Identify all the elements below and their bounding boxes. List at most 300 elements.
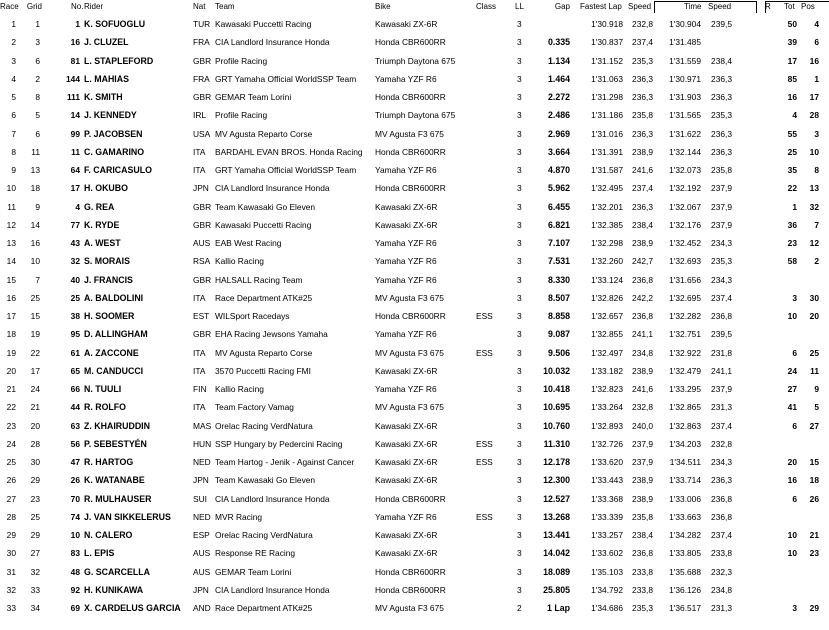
bike-name: Kawasaki ZX-6R (375, 201, 438, 212)
header-time: Time (684, 2, 702, 11)
rider-number: 99 (70, 128, 80, 139)
header-class: Class (476, 2, 497, 11)
speed2: 232,3 (711, 566, 732, 577)
speed2: 236,3 (711, 146, 732, 157)
total-points: 10 (787, 530, 797, 540)
rider-name: K. RYDE (84, 219, 120, 230)
team-name: GRT Yamaha Official WorldSSP Team (215, 165, 357, 175)
race-points (758, 307, 770, 325)
grid-pos: 30 (30, 457, 40, 467)
race-points (758, 417, 770, 435)
rider-name: J. FRANCIS (84, 274, 133, 285)
header-r: R (765, 2, 771, 11)
time-value: 1'31.565 (669, 110, 701, 121)
fastest-lap: 1'34.686 (591, 603, 623, 613)
championship-pos (804, 435, 819, 453)
gap-value: 25.805 (543, 584, 570, 595)
race-points (758, 143, 770, 161)
race-points (758, 106, 770, 124)
fastest-lap: 1'31.186 (591, 110, 623, 121)
laps-led: 3 (517, 420, 522, 431)
rider-name: R. MULHAUSER (84, 493, 152, 504)
nationality: IRL (193, 110, 207, 121)
speed: 236,3 (632, 201, 653, 212)
table-row (0, 70, 829, 88)
speed: 237,4 (632, 37, 653, 48)
laps-led: 3 (517, 493, 522, 504)
rider-name: N. CALERO (84, 530, 133, 540)
team-name: Kawasaki Puccetti Racing (215, 219, 312, 230)
championship-pos (804, 271, 819, 289)
class-label (476, 289, 501, 307)
fastest-lap: 1'35.103 (591, 566, 623, 577)
speed2: 236,3 (711, 475, 732, 486)
time-value: 1'32.192 (669, 183, 701, 194)
laps-led: 3 (517, 73, 522, 84)
rider-name: G. REA (84, 201, 115, 212)
grid-pos: 29 (30, 530, 40, 540)
race-points (758, 581, 770, 599)
class-label (476, 252, 501, 270)
gap-value: 13.441 (543, 530, 570, 540)
fastest-lap: 1'31.391 (591, 146, 623, 157)
speed2: 234,3 (711, 274, 732, 285)
total-points (776, 563, 797, 581)
championship-pos: 21 (809, 530, 819, 540)
total-points: 10 (787, 311, 797, 321)
race-pos: 24 (6, 438, 16, 449)
laps-led: 3 (517, 438, 522, 449)
grid-pos: 7 (35, 274, 40, 285)
grid-pos: 3 (35, 37, 40, 48)
race-points (758, 33, 770, 51)
team-name: CIA Landlord Insurance Honda (215, 183, 330, 194)
rider-name: L. EPIS (84, 548, 115, 559)
speed: 234,8 (632, 347, 653, 358)
class-label (476, 216, 501, 234)
fastest-lap: 1'32.298 (591, 238, 623, 248)
rider-name: R. HARTOG (84, 457, 134, 467)
session-box (654, 1, 757, 13)
fastest-lap: 1'32.893 (591, 420, 623, 431)
team-name: Race Department ATK#25 (215, 603, 313, 613)
grid-pos: 6 (35, 55, 40, 66)
class-label (476, 15, 501, 33)
bike-name: Yamaha YZF R6 (375, 256, 437, 267)
championship-pos: 25 (809, 347, 819, 358)
header-nat: Nat (193, 2, 206, 11)
rider-name: K. WATANABE (84, 475, 145, 486)
bike-name: Yamaha YZF R6 (375, 511, 437, 522)
speed: 232,8 (632, 402, 653, 413)
rider-name: F. CARICASULO (84, 165, 152, 175)
race-pos: 5 (11, 92, 16, 102)
championship-pos (804, 563, 819, 581)
class-label (476, 52, 501, 70)
laps-led: 3 (517, 311, 522, 321)
total-points: 1 (792, 201, 797, 212)
championship-box (765, 1, 829, 13)
class-label (476, 581, 501, 599)
time-value: 1'32.144 (669, 146, 701, 157)
team-name: Kallio Racing (215, 384, 264, 394)
grid-pos: 10 (30, 256, 40, 267)
gap-value: 6.821 (547, 219, 570, 230)
class-label: ESS (476, 347, 493, 358)
rider-number: 74 (70, 511, 80, 522)
rider-number: 4 (75, 201, 80, 212)
speed: 236,3 (632, 128, 653, 139)
bike-name: MV Agusta F3 675 (375, 402, 444, 413)
race-pos: 19 (6, 347, 16, 358)
championship-pos: 26 (809, 493, 819, 504)
championship-pos: 18 (809, 475, 819, 486)
rider-name: H. OKUBO (84, 183, 128, 194)
total-points: 23 (787, 238, 797, 248)
time-value: 1'34.511 (669, 457, 701, 467)
speed2: 234,8 (711, 584, 732, 595)
speed2: 241,1 (711, 365, 732, 376)
nationality: FRA (193, 37, 210, 48)
rider-name: J. KENNEDY (84, 110, 137, 121)
speed2: 237,4 (711, 420, 732, 431)
grid-pos: 2 (35, 73, 40, 84)
rider-number: 64 (70, 165, 80, 175)
bike-name: Kawasaki ZX-6R (375, 457, 438, 467)
bike-name: Kawasaki ZX-6R (375, 19, 438, 29)
laps-led: 3 (517, 219, 522, 230)
bike-name: Honda CBR600RR (375, 92, 446, 102)
speed2: 236,8 (711, 511, 732, 522)
speed: 238,9 (632, 146, 653, 157)
time-value: 1'32.863 (669, 420, 701, 431)
speed: 235,3 (632, 603, 653, 613)
race-pos: 27 (6, 493, 16, 504)
grid-pos: 8 (35, 92, 40, 102)
table-row (0, 289, 829, 307)
championship-pos: 2 (814, 256, 819, 267)
total-points: 20 (787, 457, 797, 467)
bike-name: MV Agusta F3 675 (375, 292, 444, 303)
header-race: Race (0, 2, 19, 11)
class-label (476, 526, 501, 544)
grid-pos: 24 (30, 384, 40, 394)
total-points: 85 (787, 73, 797, 84)
race-pos: 31 (6, 566, 16, 577)
speed: 241,6 (632, 165, 653, 175)
speed2: 237,9 (711, 183, 732, 194)
race-points (758, 526, 770, 544)
bike-name: Yamaha YZF R6 (375, 73, 437, 84)
header-fastest-lap: Fastest Lap (580, 2, 622, 11)
grid-pos: 15 (30, 311, 40, 321)
rider-number: 32 (70, 256, 80, 267)
nationality: JPN (193, 183, 209, 194)
table-row (0, 179, 829, 197)
rider-number: 40 (70, 274, 80, 285)
grid-pos: 28 (30, 438, 40, 449)
race-pos: 9 (11, 165, 16, 175)
fastest-lap: 1'32.823 (591, 384, 623, 394)
bike-name: Yamaha YZF R6 (375, 329, 437, 340)
speed2: 237,4 (711, 530, 732, 540)
time-value: 1'33.714 (669, 475, 701, 486)
table-row (0, 471, 829, 489)
grid-pos: 6 (35, 128, 40, 139)
race-points (758, 544, 770, 562)
speed: 236,8 (632, 311, 653, 321)
team-name: Kallio Racing (215, 256, 264, 267)
fastest-lap: 1'33.339 (591, 511, 623, 522)
bike-name: Kawasaki ZX-6R (375, 219, 438, 230)
fastest-lap: 1'31.152 (591, 55, 623, 66)
laps-led: 3 (517, 365, 522, 376)
fastest-lap: 1'31.298 (591, 92, 623, 102)
fastest-lap: 1'33.368 (591, 493, 623, 504)
race-pos: 6 (11, 110, 16, 121)
championship-pos: 30 (809, 292, 819, 303)
nationality: RSA (193, 256, 211, 267)
race-points (758, 88, 770, 106)
speed: 235,8 (632, 511, 653, 522)
team-name: GRT Yamaha Official WorldSSP Team (215, 73, 357, 84)
total-points: 6 (792, 420, 797, 431)
speed: 241,1 (632, 329, 653, 340)
gap-value: 0.335 (547, 37, 570, 48)
bike-name: Kawasaki ZX-6R (375, 438, 438, 449)
team-name: GEMAR Team Lorini (215, 566, 292, 577)
gap-value: 3.664 (547, 146, 570, 157)
total-points: 36 (787, 219, 797, 230)
fastest-lap: 1'30.918 (591, 19, 623, 29)
total-points: 39 (787, 37, 797, 48)
laps-led: 3 (517, 347, 522, 358)
gap-value: 5.962 (547, 183, 570, 194)
fastest-lap: 1'32.201 (591, 201, 623, 212)
class-label (476, 325, 501, 343)
nationality: NED (193, 457, 211, 467)
speed: 238,9 (632, 475, 653, 486)
time-value: 1'32.695 (669, 292, 701, 303)
championship-pos: 20 (809, 311, 819, 321)
rider-name: K. SOFUOGLU (84, 19, 146, 29)
speed2: 234,3 (711, 238, 732, 248)
rider-name: N. TUULI (84, 384, 122, 394)
total-points: 50 (787, 19, 797, 29)
rider-name: L. STAPLEFORD (84, 55, 154, 66)
race-pos: 4 (11, 73, 16, 84)
class-label (476, 417, 501, 435)
nationality: ITA (193, 292, 206, 303)
race-pos: 26 (6, 475, 16, 486)
total-points (776, 435, 797, 453)
rider-number: 92 (70, 584, 80, 595)
team-name: Race Department ATK#25 (215, 292, 313, 303)
time-value: 1'31.622 (669, 128, 701, 139)
speed: 238,9 (632, 493, 653, 504)
laps-led: 3 (517, 128, 522, 139)
speed2: 231,3 (711, 402, 732, 413)
race-pos: 3 (11, 55, 16, 66)
rider-name: R. ROLFO (84, 402, 127, 413)
class-label (476, 362, 501, 380)
nationality: TUR (193, 19, 211, 29)
speed: 238,9 (632, 238, 653, 248)
laps-led: 3 (517, 110, 522, 121)
race-pos: 12 (6, 219, 16, 230)
class-label (476, 70, 501, 88)
fastest-lap: 1'33.124 (591, 274, 623, 285)
speed: 238,9 (632, 365, 653, 376)
rider-name: D. ALLINGHAM (84, 329, 148, 340)
race-points (758, 15, 770, 33)
speed: 237,9 (632, 438, 653, 449)
championship-pos: 32 (809, 201, 819, 212)
header-rider: Rider (84, 2, 104, 11)
gap-value: 10.418 (543, 384, 570, 394)
race-points (758, 435, 770, 453)
rider-name: A. WEST (84, 238, 121, 248)
table-row (0, 398, 829, 416)
total-points: 24 (787, 365, 797, 376)
race-pos: 15 (6, 274, 16, 285)
nationality: ITA (193, 165, 206, 175)
speed: 238,4 (632, 530, 653, 540)
team-name: Response RE Racing (215, 548, 296, 559)
race-points (758, 362, 770, 380)
bike-name: Honda CBR600RR (375, 584, 446, 595)
team-name: BARDAHL EVAN BROS. Honda Racing (215, 146, 363, 157)
laps-led: 3 (517, 548, 522, 559)
fastest-lap: 1'32.497 (591, 347, 623, 358)
rider-number: 61 (70, 347, 80, 358)
speed2: 236,3 (711, 73, 732, 84)
gap-value: 13.268 (543, 511, 570, 522)
rider-name: L. MAHIAS (84, 73, 129, 84)
race-pos: 23 (6, 420, 16, 431)
gap-value: 7.531 (547, 256, 570, 267)
gap-value: 12.178 (543, 457, 570, 467)
championship-pos: 11 (810, 365, 819, 376)
race-points (758, 216, 770, 234)
total-points: 16 (787, 92, 797, 102)
speed: 235,3 (632, 55, 653, 66)
grid-pos: 29 (30, 475, 40, 486)
laps-led: 3 (517, 530, 522, 540)
speed: 242,2 (632, 292, 653, 303)
class-label (476, 599, 501, 617)
total-points: 6 (792, 493, 797, 504)
speed2: 233,8 (711, 548, 732, 559)
speed2: 236,3 (711, 92, 732, 102)
total-points: 41 (787, 402, 797, 413)
speed: 240,0 (632, 420, 653, 431)
laps-led: 3 (517, 256, 522, 267)
grid-pos: 23 (30, 493, 40, 504)
team-name: 3570 Puccetti Racing FMI (215, 365, 311, 376)
speed2: 235,3 (711, 110, 732, 121)
rider-number: 63 (70, 420, 80, 431)
speed: 237,4 (632, 183, 653, 194)
race-pos: 21 (6, 384, 16, 394)
table-row (0, 252, 829, 270)
time-value: 1'34.203 (669, 438, 701, 449)
speed: 236,8 (632, 548, 653, 559)
table-row (0, 544, 829, 562)
race-points (758, 125, 770, 143)
speed2: 238,4 (711, 55, 732, 66)
time-value: 1'32.479 (669, 365, 701, 376)
laps-led: 3 (517, 165, 522, 175)
table-row (0, 52, 829, 70)
grid-pos: 25 (30, 511, 40, 522)
race-pos: 11 (7, 201, 16, 212)
championship-pos: 6 (814, 37, 819, 48)
laps-led: 3 (517, 457, 522, 467)
class-label (476, 563, 501, 581)
nationality: FRA (193, 73, 210, 84)
laps-led: 3 (517, 55, 522, 66)
rider-number: 17 (70, 183, 80, 194)
bike-name: Kawasaki ZX-6R (375, 365, 438, 376)
rider-number: 83 (70, 548, 80, 559)
gap-value: 1 Lap (547, 603, 570, 613)
championship-pos: 12 (809, 238, 819, 248)
speed2: 235,8 (711, 165, 732, 175)
championship-pos: 13 (809, 183, 819, 194)
grid-pos: 13 (30, 165, 40, 175)
fastest-lap: 1'33.602 (591, 548, 623, 559)
championship-pos: 9 (814, 384, 819, 394)
speed: 233,8 (632, 566, 653, 577)
nationality: ITA (193, 146, 206, 157)
championship-pos: 15 (809, 457, 819, 467)
rider-number: 144 (66, 73, 80, 84)
race-points (758, 380, 770, 398)
table-row (0, 33, 829, 51)
fastest-lap: 1'32.385 (591, 219, 623, 230)
table-row (0, 161, 829, 179)
total-points (776, 271, 797, 289)
table-row (0, 563, 829, 581)
fastest-lap: 1'33.620 (591, 457, 623, 467)
gap-value: 8.507 (547, 292, 570, 303)
time-value: 1'33.663 (669, 511, 701, 522)
nationality: JPN (193, 475, 209, 486)
race-pos: 10 (6, 183, 16, 194)
grid-pos: 20 (30, 420, 40, 431)
team-name: EHA Racing Jewsons Yamaha (215, 329, 328, 340)
race-points (758, 599, 770, 617)
header-bike: Bike (375, 2, 391, 11)
bike-name: Honda CBR600RR (375, 37, 446, 48)
rider-number: 70 (70, 493, 80, 504)
rider-name: C. GAMARINO (84, 146, 145, 157)
grid-pos: 17 (30, 365, 40, 376)
gap-value: 2.969 (547, 128, 570, 139)
table-row (0, 15, 829, 33)
total-points (776, 508, 797, 526)
header-team: Team (215, 2, 235, 11)
time-value: 1'32.452 (669, 238, 701, 248)
header-grid: Grid (26, 2, 42, 11)
rider-name: S. MORAIS (84, 256, 130, 267)
speed2: 232,8 (711, 438, 732, 449)
nationality: HUN (193, 438, 212, 449)
bike-name: Honda CBR600RR (375, 493, 446, 504)
race-points (758, 70, 770, 88)
time-value: 1'32.073 (669, 165, 701, 175)
